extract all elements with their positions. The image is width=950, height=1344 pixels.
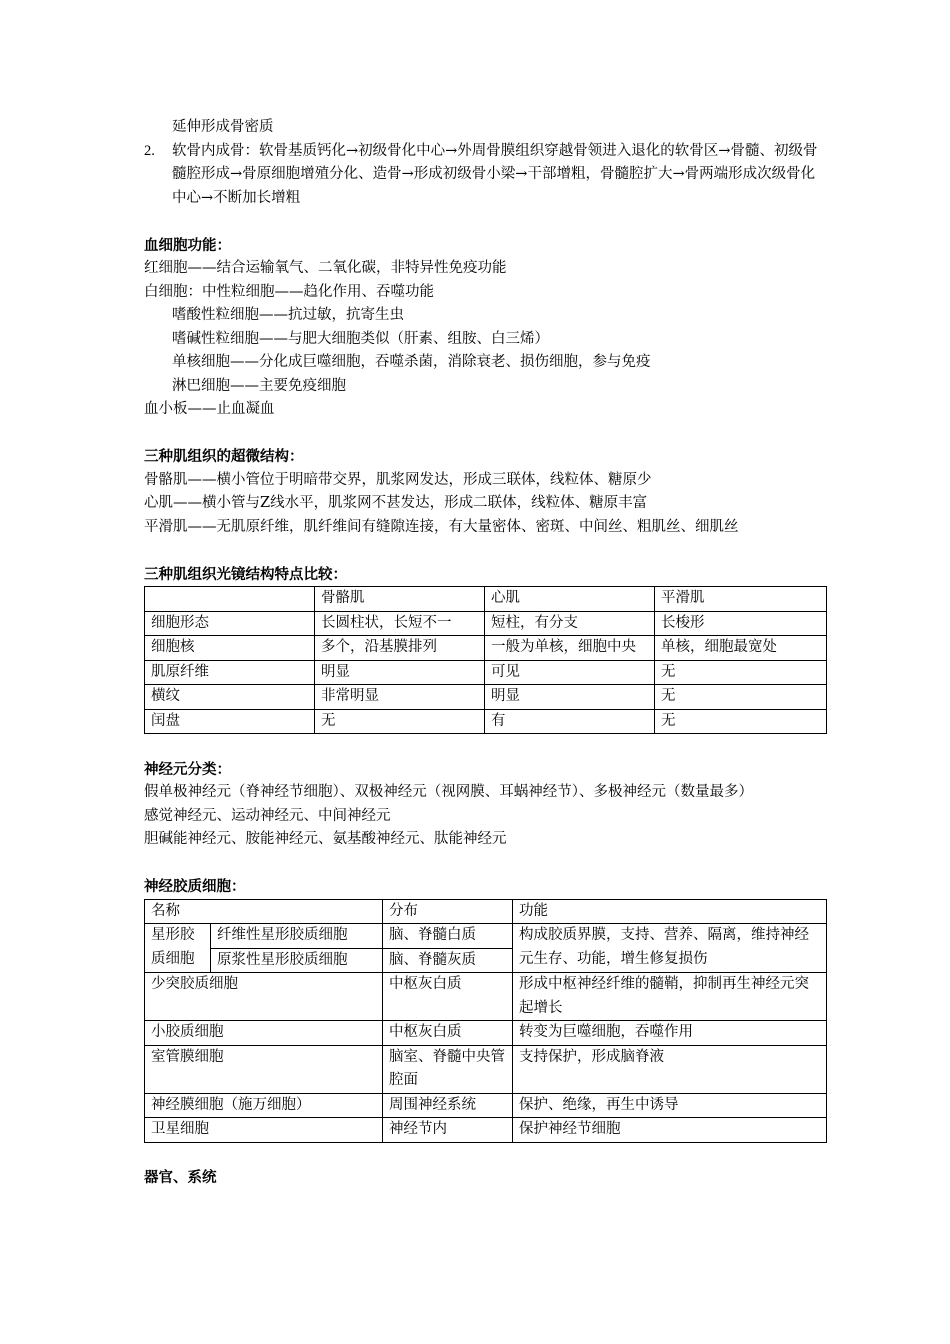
astro-function-cell: 构成胶质界膜，支持、营养、隔离，维持神经元生存、功能，增生修复损伤 bbox=[513, 924, 827, 973]
spacer bbox=[144, 210, 826, 234]
table-cell: 无 bbox=[655, 685, 827, 710]
table-row bbox=[145, 636, 827, 661]
blood-subline: 嗜酸性粒细胞——抗过敏，抗寄生虫 bbox=[172, 307, 404, 323]
table-cell: 可见 bbox=[485, 660, 655, 685]
table-cell: 小胶质细胞 bbox=[145, 1021, 383, 1046]
table-cell: 脑、脊髓白质 bbox=[383, 924, 513, 949]
blood-line: 红细胞——结合运输氧气、二氧化碳，非特异性免疫功能 bbox=[144, 260, 507, 276]
table-header-cell bbox=[145, 587, 315, 612]
spacer bbox=[144, 852, 826, 876]
table-cell: 长圆柱状，长短不一 bbox=[315, 611, 485, 636]
table-row bbox=[145, 973, 827, 1021]
table-cell: 无 bbox=[655, 660, 827, 685]
table-row bbox=[145, 1045, 827, 1093]
glia-table bbox=[144, 899, 827, 1143]
table-cell: 无 bbox=[655, 709, 827, 734]
blood-subline: 淋巴细胞——主要免疫细胞 bbox=[172, 377, 346, 394]
table-header-cell: 心肌 bbox=[485, 587, 655, 612]
table-cell: 支持保护，形成脑脊液 bbox=[513, 1045, 827, 1093]
ossification-continuation: 延伸形成骨密质 bbox=[172, 119, 274, 135]
table-cell: 明显 bbox=[485, 685, 655, 710]
table-cell: 形成中枢神经纤维的髓鞘，抑制再生神经元突起增长 bbox=[513, 973, 827, 1021]
document-page bbox=[144, 116, 826, 1190]
table-cell: 无 bbox=[315, 709, 485, 734]
muscle-ultra-line: 平滑肌——无肌原纤维，肌纤维间有缝隙连接，有大量密体、密斑、中间丝、粗肌丝、细肌丝 bbox=[144, 518, 739, 535]
table-header-cell: 平滑肌 bbox=[655, 587, 827, 612]
ossification-item-2 bbox=[144, 140, 826, 211]
table-cell: 保护、绝缘，再生中诱导 bbox=[513, 1093, 827, 1118]
table-row bbox=[145, 1021, 827, 1046]
table-cell: 一般为单核，细胞中央 bbox=[485, 636, 655, 661]
table-cell: 细胞核 bbox=[145, 636, 315, 661]
spacer bbox=[144, 734, 826, 758]
table-cell: 长梭形 bbox=[655, 611, 827, 636]
neuron-line: 胆碱能神经元、胺能神经元、氨基酸神经元、肽能神经元 bbox=[144, 831, 507, 847]
table-header-cell: 功能 bbox=[513, 899, 827, 924]
table-cell: 脑室、脊髓中央管腔面 bbox=[383, 1045, 513, 1093]
table-row bbox=[145, 1118, 827, 1143]
organs-heading: 器官、系统 bbox=[144, 1169, 217, 1186]
blood-heading: 血细胞功能： bbox=[144, 236, 231, 254]
item-number: 2. bbox=[144, 142, 155, 159]
table-cell: 有 bbox=[485, 709, 655, 734]
table-cell: 原浆性星形胶质细胞 bbox=[211, 948, 383, 973]
muscle-ultra-line: 心肌——横小管与Z线水平，肌浆网不甚发达，形成二联体，线粒体、糖原丰富 bbox=[144, 495, 648, 511]
spacer bbox=[144, 422, 826, 446]
astro-group-cell: 星形胶质细胞 bbox=[145, 924, 211, 973]
table-header-cell: 名称 bbox=[145, 899, 383, 924]
table-cell: 神经膜细胞（施万细胞） bbox=[145, 1093, 383, 1118]
blood-subline: 单核细胞——分化成巨噬细胞，吞噬杀菌，消除衰老、损伤细胞，参与免疫 bbox=[172, 354, 651, 370]
table-header-cell: 骨骼肌 bbox=[315, 587, 485, 612]
blood-line: 白细胞：中性粒细胞——趋化作用、吞噬功能 bbox=[144, 283, 434, 300]
table-cell: 横纹 bbox=[145, 685, 315, 710]
glia-table-heading: 神经胶质细胞： bbox=[144, 878, 246, 895]
neuron-line: 感觉神经元、运动神经元、中间神经元 bbox=[144, 807, 391, 824]
table-cell: 神经节内 bbox=[383, 1118, 513, 1143]
table-cell: 闰盘 bbox=[145, 709, 315, 734]
table-header-row bbox=[145, 899, 827, 924]
spacer bbox=[144, 1143, 826, 1167]
table-row bbox=[145, 611, 827, 636]
item-text: 软骨内成骨：软骨基质钙化→初级骨化中心→外周骨膜组织穿越骨领进入退化的软骨区→骨髓、初级骨髓腔形成→骨原细胞增殖分化、造骨→形成初级骨小梁→干部增粗，骨髓腔扩大→骨两端形成次级骨化中心→不断加长增粗 bbox=[172, 142, 818, 206]
table-cell: 脑、脊髓灰质 bbox=[383, 948, 513, 973]
table-cell: 明显 bbox=[315, 660, 485, 685]
table-cell: 肌原纤维 bbox=[145, 660, 315, 685]
table-row bbox=[145, 660, 827, 685]
table-row bbox=[145, 685, 827, 710]
muscle-ultra-line: 骨骼肌——横小管位于明暗带交界，肌浆网发达，形成三联体，线粒体、糖原少 bbox=[144, 471, 652, 488]
table-header-row bbox=[145, 587, 827, 612]
table-cell: 少突胶质细胞 bbox=[145, 973, 383, 1021]
table-cell: 中枢灰白质 bbox=[383, 1021, 513, 1046]
muscle-ultra-heading: 三种肌组织的超微结构： bbox=[144, 448, 304, 465]
table-row bbox=[145, 924, 827, 949]
table-cell: 周围神经系统 bbox=[383, 1093, 513, 1118]
table-cell: 室管膜细胞 bbox=[145, 1045, 383, 1093]
table-row bbox=[145, 709, 827, 734]
table-cell: 非常明显 bbox=[315, 685, 485, 710]
table-row bbox=[145, 1093, 827, 1118]
table-cell: 中枢灰白质 bbox=[383, 973, 513, 1021]
spacer bbox=[144, 539, 826, 563]
table-cell: 细胞形态 bbox=[145, 611, 315, 636]
table-cell: 转变为巨噬细胞，吞噬作用 bbox=[513, 1021, 827, 1046]
muscle-table-heading: 三种肌组织光镜结构特点比较： bbox=[144, 565, 347, 583]
neuron-heading: 神经元分类： bbox=[144, 760, 231, 778]
muscle-comparison-table bbox=[144, 586, 827, 734]
blood-platelet: 血小板——止血凝血 bbox=[144, 401, 275, 417]
table-cell: 保护神经节细胞 bbox=[513, 1118, 827, 1143]
neuron-line: 假单极神经元（脊神经节细胞）、双极神经元（视网膜、耳蜗神经节）、多极神经元（数量最多） bbox=[144, 784, 753, 800]
blood-subline: 嗜碱性粒细胞——与肥大细胞类似（肝素、组胺、白三烯） bbox=[172, 330, 549, 347]
table-cell: 多个，沿基膜排列 bbox=[315, 636, 485, 661]
table-header-cell: 分布 bbox=[383, 899, 513, 924]
table-cell: 卫星细胞 bbox=[145, 1118, 383, 1143]
table-cell: 纤维性星形胶质细胞 bbox=[211, 924, 383, 949]
table-cell: 单核，细胞最宽处 bbox=[655, 636, 827, 661]
table-cell: 短柱，有分支 bbox=[485, 611, 655, 636]
